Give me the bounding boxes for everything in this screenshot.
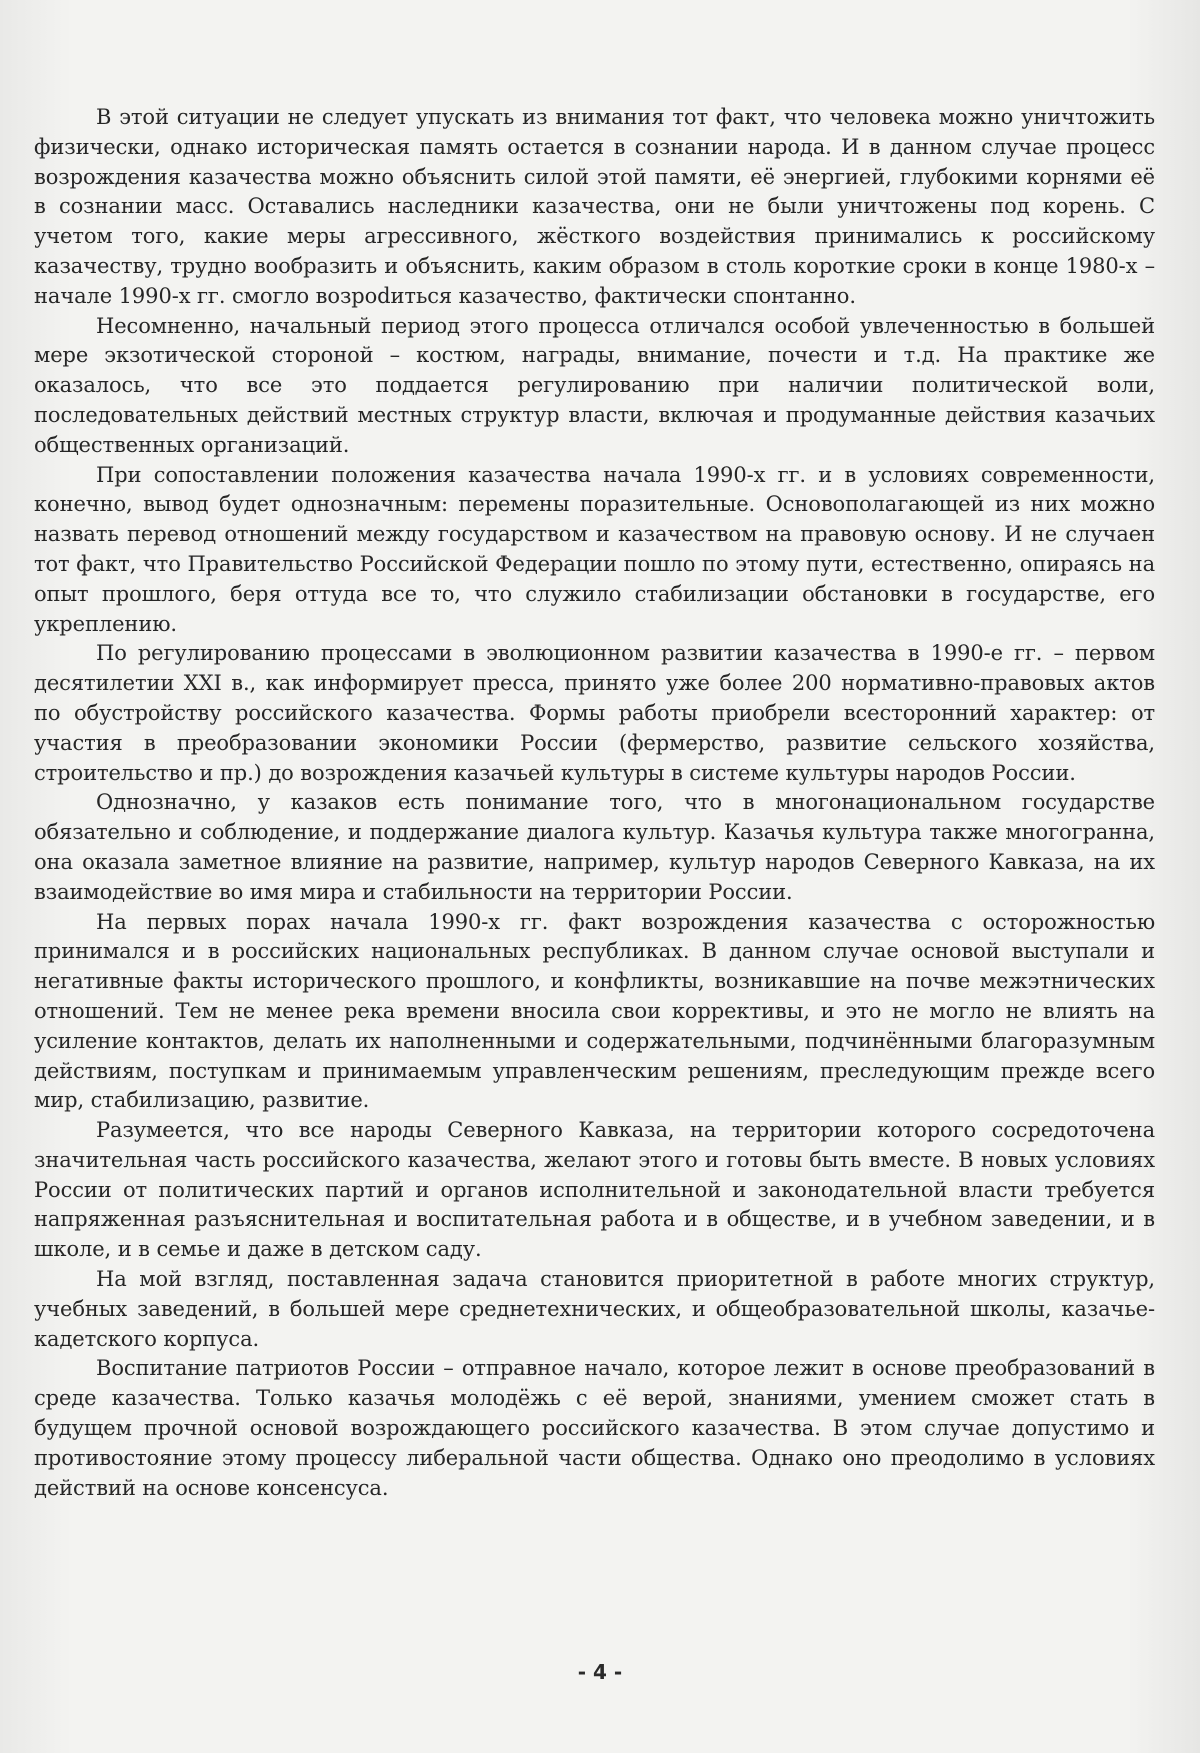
paragraph-7: Разумеется, что все народы Северного Кавказа, на территории которого сосредоточена значительная часть российского казачества, желают этого и готовы быть вместе. В новых условиях России от политических партий и органов исполнительной и законодательной власти требуется напряженная разъяснительная и воспитательная работа и в обществе, и в учебном заведении, и в школе, и в семье и даже в детском саду. xyxy=(34,1118,1155,1262)
paragraph-9: Воспитание патриотов России – отправное начало, которое лежит в основе преобразований в среде казачества. Только казачья молодёжь с её верой, знаниями, умением сможет стать в будущем прочной основой возрождающего российского казачества. В этом случае допустимо и противостояние этому процессу либеральной части общества. Однако оно преодолимо в условиях действий на основе консенсуса. xyxy=(34,1356,1155,1500)
paragraph-3: При сопоставлении положения казачества начала 1990-х гг. и в условиях современности, конечно, вывод будет однозначным: перемены поразительные. Основополагающей из них можно назвать перевод отношений между государством и казачеством на правовую основу. И не случаен тот факт, что Правительство Российской Федерации пошло по этому пути, естественно, опираясь на опыт прошлого, беря оттуда все то, что служило стабилизации обстановки в государстве, его укреплению. xyxy=(34,462,1155,636)
paragraph-1: В этой ситуации не следует упускать из внимания тот факт, что человека можно уничтожить физически, однако историческая память остается в сознании народа. И в данном случае процесс возрождения казачества можно объяснить силой этой памяти, её энергией, глубокими корнями её в сознании масс. Оставались наследники казачества, они не были уничтожены под корень. С учетом того, какие меры агрессивного, жёсткого воздействия принимались к российскому казачеству, трудно вообразить и объяснить, каким образом в столь короткие сроки в конце 1980-х – начале 1990-х гг. смогло возроdиться казачество, фактически спонтанно. xyxy=(34,105,1155,308)
paragraph-8: На мой взгляд, поставленная задача становится приоритетной в работе многих структур, учебных заведений, в большей мере среднетехнических, и общеобразовательной школы, казачье-кадетского корпуса. xyxy=(34,1267,1155,1351)
body-text xyxy=(34,103,1155,1503)
paragraph-5: Однозначно, у казаков есть понимание того, что в многонациональном государстве обязательно и соблюдение, и поддержание диалога культур. Казачья культура также многогранна, она оказала заметное влияние на развитие, например, культур народов Северного Кавказа, на их взаимодействие во имя мира и стабильности на территории России. xyxy=(34,790,1155,904)
paragraph-2: Несомненно, начальный период этого процесса отличался особой увлеченностью в большей мере экзотической стороной – костюм, награды, внимание, почести и т.д. На практике же оказалось, что все это поддается регулированию при наличии политической воли, последовательных действий местных структур власти, включая и продуманные действия казачьих общественных организаций. xyxy=(34,313,1155,457)
page-number: - 4 - xyxy=(577,1660,623,1684)
paragraph-4: По регулированию процессами в эволюционном развитии казачества в 1990-е гг. – первом десятилетии XXI в., как информирует пресса, принято уже более 200 нормативно-правовых актов по обустройству российского казачества. Формы работы приобрели всесторонний характер: от участия в преобразовании экономики России (фермерство, развитие сельского хозяйства, строительство и пр.) до возрождения казачьей культуры в системе культуры народов России. xyxy=(34,641,1155,785)
paragraph-6: На первых порах начала 1990-х гг. факт возрождения казачества с осторожностью принимался и в российских национальных республиках. В данном случае основой выступали и негативные факты исторического прошлого, и конфликты, возникавшие на почве межэтнических отношений. Тем не менее река времени вносила свои коррективы, и это не могло не влиять на усиление контактов, делать их наполненными и содержательными, подчинёнными благоразумным действиям, поступкам и принимаемым управленческим решениям, преследующим прежде всего мир, стабилизацию, развитие. xyxy=(34,909,1155,1113)
